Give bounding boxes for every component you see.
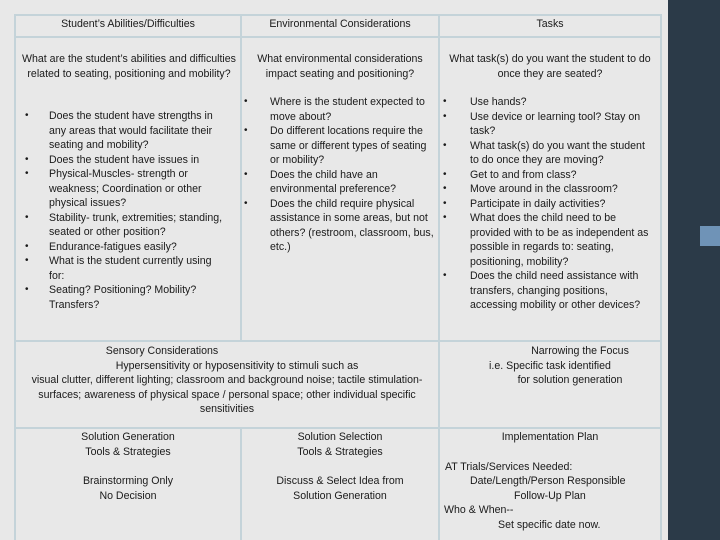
list-item: • Does the child require physical assistance in some areas, but not others? (restroom, classroom, bus, etc.) <box>270 197 436 255</box>
abilities-bullet-list <box>49 109 229 312</box>
solution-generation-title: Solution Generation <box>81 431 175 443</box>
header-tasks: Tasks <box>536 18 564 30</box>
list-item: • Get to and from class? <box>470 168 650 183</box>
column-divider-1 <box>240 14 242 340</box>
solution-selection-note-2: Solution Generation <box>293 489 387 502</box>
environment-bullet-list <box>270 95 436 255</box>
list-item: • Use device or learning tool? Stay on task? <box>470 110 650 139</box>
list-item: • Physical-Muscles- strength or weakness; Coordination or other physical issues? <box>49 167 229 211</box>
list-item: • Endurance-fatigues easily? <box>49 240 229 255</box>
implementation-line-5: Set specific date now. <box>498 518 601 531</box>
solution-selection-note-1: Discuss & Select Idea from <box>276 475 404 487</box>
list-item: • Participate in daily activities? <box>470 197 650 212</box>
list-item: • Does the student have strengths in any areas that would facilitate their seating and mobility? <box>49 109 229 153</box>
implementation-line-4: Who & When-- <box>444 504 514 516</box>
implementation-line-2: Date/Length/Person Responsible <box>470 475 626 487</box>
list-item: • What task(s) do you want the student to do once they are moving? <box>470 139 650 168</box>
focus-line-2: for solution generation <box>517 374 623 386</box>
solution-generation-subtitle: Tools & Strategies <box>85 445 171 458</box>
list-item: • Does the student have issues in <box>49 153 229 168</box>
list-item: • Does the child have an environmental preference? <box>270 168 436 197</box>
implementation-plan <box>440 430 660 532</box>
sensory-details: visual clutter, different lighting; classroom and background noise; tactile stimulation-surfaces; awareness of physical space / personal space; other individual specific sensitivities <box>31 374 423 415</box>
list-item: • Does the child need assistance with transfers, changing positions, accessing mobility or other devices? <box>470 269 650 313</box>
solution-generation-note-1: Brainstorming Only <box>82 475 174 487</box>
solution-generation-note-2: No Decision <box>99 489 157 502</box>
list-item: • Do different locations require the same or different types of seating or mobility? <box>270 124 436 168</box>
solution-selection <box>242 430 438 503</box>
column-divider-2 <box>438 14 440 340</box>
list-item: • Stability- trunk, extremities; standing, seated or other position? <box>49 211 229 240</box>
slide-accent-square <box>700 226 720 246</box>
header-student-abilities: Student’s Abilities/Difficulties <box>61 18 195 30</box>
question-tasks: What task(s) do you want the student to do once they are seated? <box>449 53 651 80</box>
list-item: • What is the student currently using for: <box>49 254 229 283</box>
tasks-bullet-list <box>470 95 650 313</box>
table-border-top <box>14 14 662 16</box>
header-row-divider <box>14 36 662 38</box>
implementation-line-3: Follow-Up Plan <box>514 489 586 502</box>
sensory-title: Sensory Considerations <box>105 345 219 357</box>
solution-selection-subtitle: Tools & Strategies <box>297 445 383 458</box>
slide-sidebar-bar <box>668 0 720 540</box>
header-environmental: Environmental Considerations <box>269 18 411 30</box>
narrowing-focus <box>440 344 660 388</box>
implementation-line-1: AT Trials/Services Needed: <box>445 460 573 473</box>
row-divider-solutions <box>14 427 662 429</box>
row-divider-sensory <box>14 340 662 342</box>
question-environmental: What environmental considerations impact seating and positioning? <box>257 53 423 80</box>
focus-line-1: i.e. Specific task identified <box>489 359 611 372</box>
solution-generation <box>16 430 240 503</box>
implementation-title: Implementation Plan <box>501 431 599 443</box>
list-item: • Where is the student expected to move about? <box>270 95 436 124</box>
focus-title: Narrowing the Focus <box>531 345 629 357</box>
sensory-intro: Hypersensitivity or hyposensitivity to stimuli such as <box>115 359 359 372</box>
question-student-abilities: What are the student’s abilities and difficulties related to seating, positioning and mobility? <box>22 53 236 80</box>
sensory-considerations <box>16 344 438 417</box>
list-item: • Seating? Positioning? Mobility? Transfers? <box>49 283 229 312</box>
solution-selection-title: Solution Selection <box>297 431 383 443</box>
list-item: • Use hands? <box>470 95 650 110</box>
list-item: • What does the child need to be provided with to be as independent as possible in regards to: seating, positioning, mobility? <box>470 211 650 269</box>
list-item: • Move around in the classroom? <box>470 182 650 197</box>
